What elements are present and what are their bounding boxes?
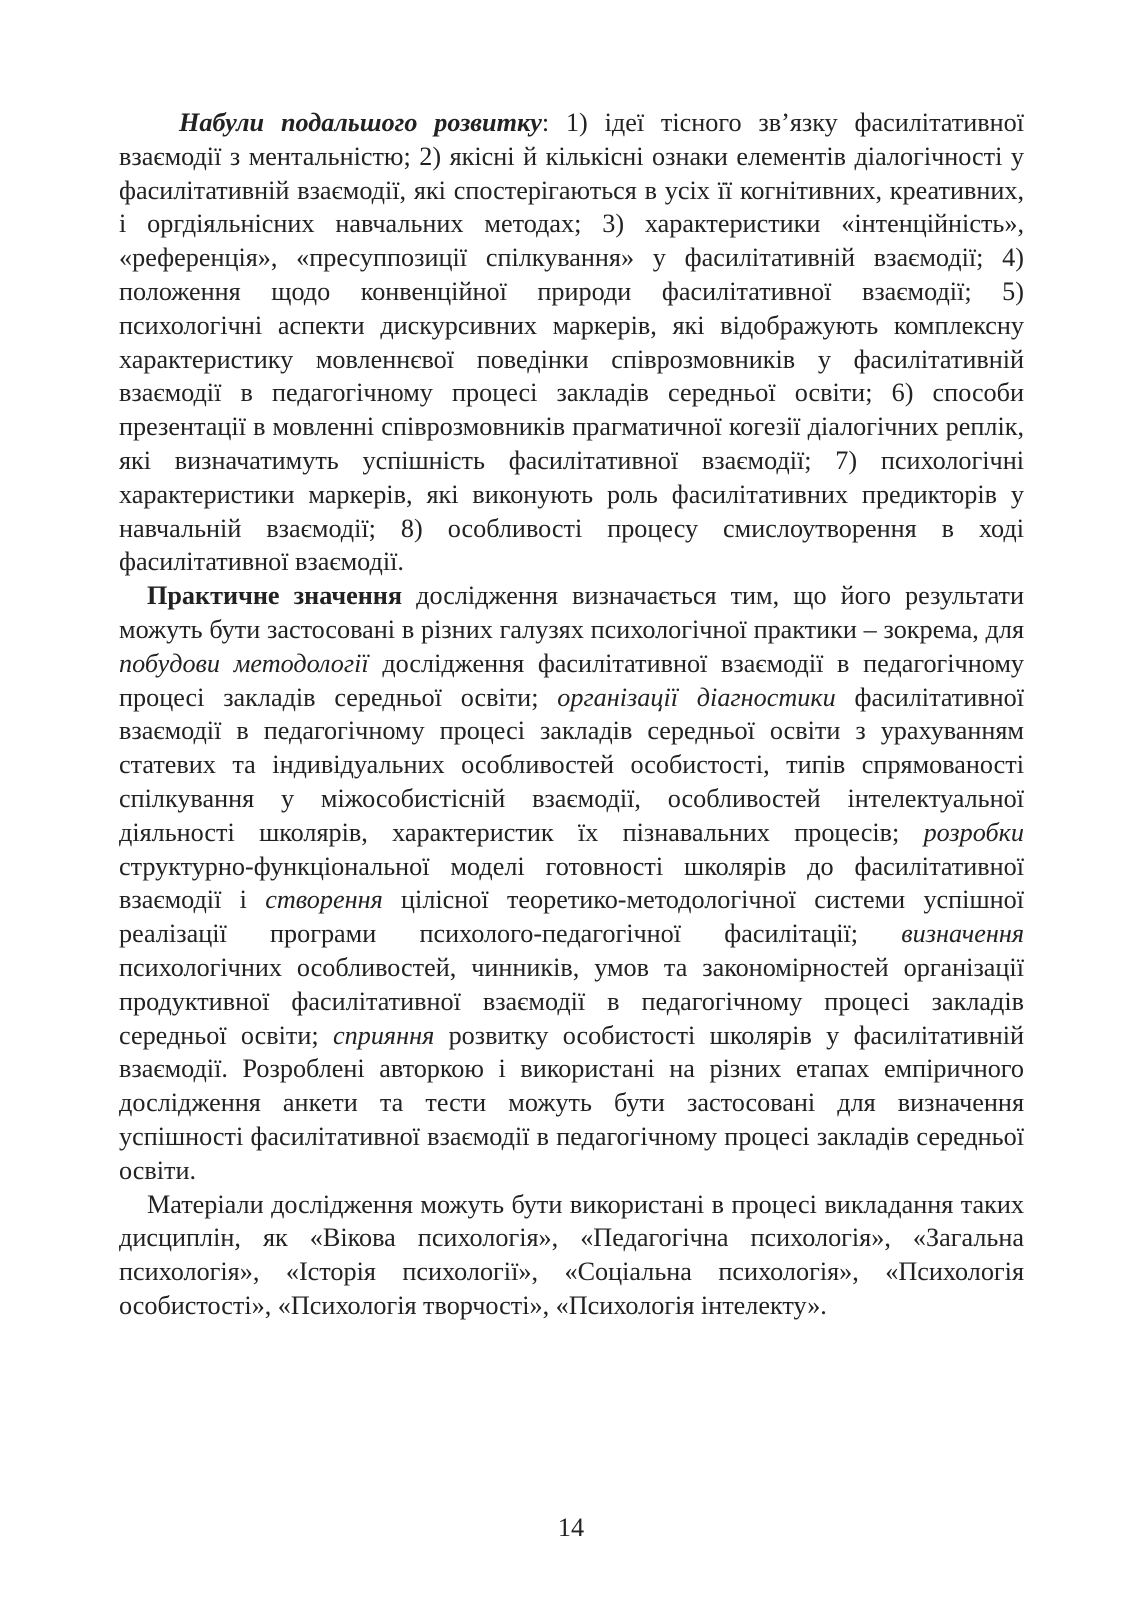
- emphasis-text: побудови методології: [119, 648, 369, 678]
- paragraph-text: дослідження визначається тим, що його результати можуть бути застосовані в різних галузях психологічної практики – зокрема, для: [119, 581, 1024, 644]
- paragraph-text: структурно-функціональної моделі готовності школярів до фасилітативної взаємодії і: [119, 851, 1024, 915]
- emphasis-text: створення: [265, 885, 383, 915]
- paragraph-text: розвитку особистості школярів у фасилітативній взаємодії. Розроблені авторкою і використані на різних етапах емпіричного дослідження анкети та тести можуть бути застосовані для визначення успішності фасилітативної взаємодії в педагогічному процесі закладів середньої освіти.: [119, 1020, 1024, 1185]
- paragraph-text: психологічних особливостей, чинників, умов та закономірностей організації продуктивної фасилітативної взаємодії в педагогічному процесі закладів середньої освіти;: [119, 952, 1024, 1050]
- paragraph-text: фасилітативної взаємодії в педагогічному процесі закладів середньої освіти з урахуванням статевих та індивідуальних особливостей особистості, типів спрямованості спілкування у міжособистісній взаємодії, особливостей інтелектуальної діяльності школярів, характеристик їх пізнавальних процесів;: [119, 682, 1024, 847]
- emphasis-text: розробки: [923, 817, 1024, 847]
- emphasis-text: сприяння: [333, 1020, 435, 1050]
- emphasis-text: організації діагностики: [557, 682, 836, 712]
- lead-phrase-practical: Практичне значення: [147, 581, 403, 611]
- paragraph-text: Матеріали дослідження можуть бути використані в процесі викладання таких дисциплін, як «Вікова психологія», «Педагогічна психологія», «Загальна психологія», «Історія психології», «Соціальна психологія», «Психологія особистості», «Психологія творчості», «Психологія інтелекту».: [119, 1189, 1024, 1320]
- paragraph-text: дослідження фасилітативної взаємодії в педагогічному процесі закладів середньої освіти;: [119, 648, 1024, 712]
- paragraph-developed-ideas: [119, 106, 1024, 579]
- paragraph-materials-usage: [119, 1188, 1024, 1323]
- paragraph-practical-significance: [119, 579, 1024, 1187]
- paragraph-text: цілісної теоретико-методологічної системи успішної реалізації програми психолого-педагогічної фасилітації;: [119, 885, 1024, 949]
- page-number: 14: [557, 1513, 585, 1542]
- lead-phrase-developed: Набули подальшого розвитку: [179, 108, 542, 137]
- paragraph-text: : 1) ідеї тісного зв’язку фасилітативної взаємодії з ментальністю; 2) якісні й кількісні ознаки елементів діалогічності у фасилітативній взаємодії, які спостерігаються в усіх її когнітивних, креативних, і оргдіяльнісних навчальних методах; 3) характеристики «інтенційність», «референція», «пресуппозиції спілкування» у фасилітативній взаємодії; 4) положення щодо конвенційної природи фасилітативної взаємодії; 5) психологічні аспекти дискурсивних маркерів, які відображують комплексну характеристику мовленнєвої поведінки співрозмовників у фасилітативній взаємодії в педагогічному процесі закладів середньої освіти; 6) способи презентації в мовленні співрозмовників прагматичної когезії діалогічних реплік, які визначатимуть успішність фасилітативної взаємодії; 7) психологічні характеристики маркерів, які виконують роль фасилітативних предикторів у навчальній взаємодії; 8) особливості процесу смислоутворення в ході фасилітативної взаємодії.: [119, 108, 1024, 577]
- page-body: [119, 106, 1024, 1323]
- emphasis-text: визначення: [901, 919, 1024, 949]
